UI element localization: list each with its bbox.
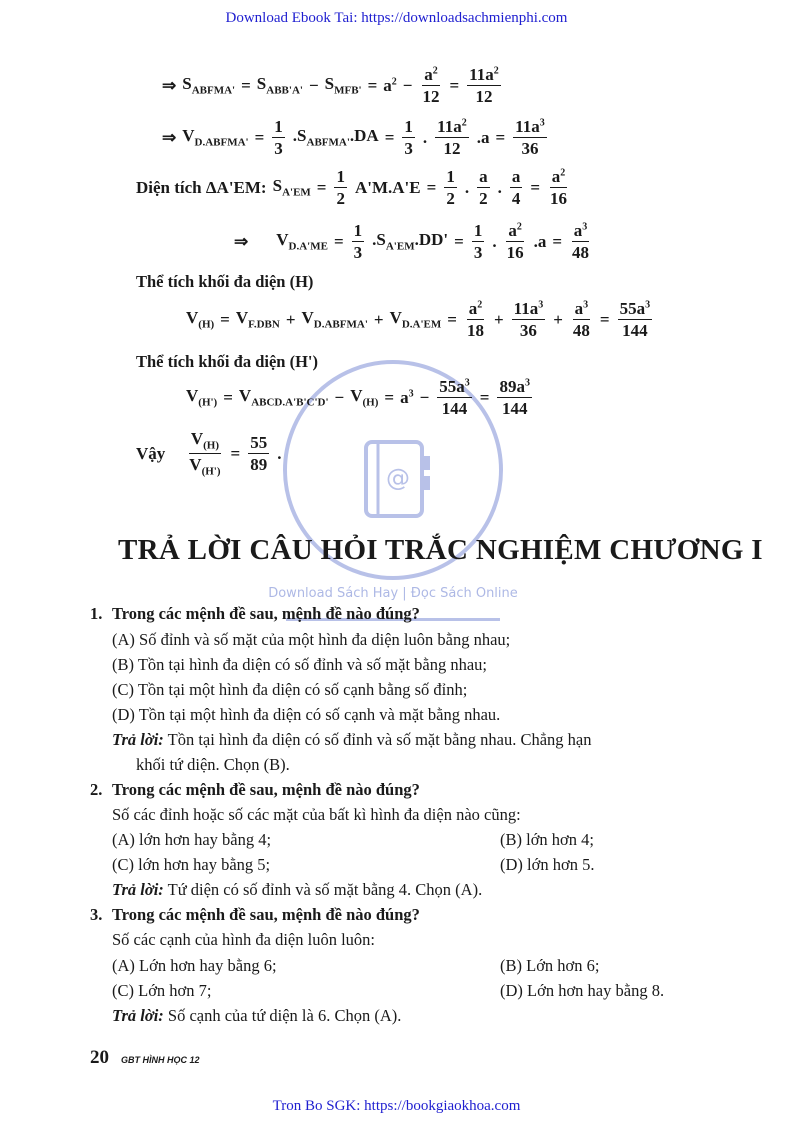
formula-area-aem: Diện tích ΔA'EM: $S_{A'EM}$ = $\frac{1}{2}$ A'M.A'E = $\frac{1}{2}$ . $\frac{a}{2}$ . $\frac{a}{4}$ = $\frac{a^2}{16}$ [136,167,567,208]
question-3-answer: Trả lời: Số cạnh của tứ diện là 6. Chọn (A). [112,1006,402,1025]
question-3-option-a: (A) Lớn hơn hay bằng 6; [112,956,277,975]
header-download-link[interactable]: Download Ebook Tai: https://downloadsachmienphi.com [225,10,568,26]
question-1-option-b: (B) Tồn tại hình đa diện có số đỉnh và số mặt bằng nhau; [112,655,488,674]
question-3-stem: Số các cạnh của hình đa diện luôn luôn: [112,930,376,949]
page-footer [90,1047,200,1069]
heading-volume-h-prime: Thể tích khối đa diện (H') [136,352,318,371]
question-2-stem: Số các đỉnh hoặc số các mặt của bất kì hình đa diện nào cũng: [112,805,521,824]
page-number: 20 [90,1047,109,1068]
question-3: 3. Trong các mệnh đề sau, mệnh đề nào đúng? [90,905,420,924]
formula-volume-ame: ⇒ $V_{D.A'ME}$ = $\frac{1}{3}$ $.S_{A'EM}.DD'$ = $\frac{1}{3}$ . $\frac{a^2}{16}$ .a = $\frac{a^3}{48}$ [234,221,589,262]
section-title: TRẢ LỜI CÂU HỎI TRẮC NGHIỆM CHƯƠNG I [118,534,763,566]
question-3-option-c: (C) Lớn hơn 7; [112,981,212,1000]
question-1-answer: Trả lời: Tồn tại hình đa diện có số đỉnh và số mặt bằng nhau. Chẳng hạn [112,730,592,749]
question-1-option-d: (D) Tồn tại một hình đa diện có số cạnh và mặt bằng nhau. [112,705,501,724]
question-1: 1. Trong các mệnh đề sau, mệnh đề nào đúng? [90,604,420,623]
question-1-option-c: (C) Tồn tại một hình đa diện có số cạnh bằng số đỉnh; [112,680,468,699]
question-2: 2. Trong các mệnh đề sau, mệnh đề nào đúng? [90,780,420,799]
footer-textbook-link[interactable]: Tron Bo SGK: https://bookgiaokhoa.com [272,1098,521,1114]
formula-volume-abfma: ⇒ $V_{D.ABFMA'}$ = $\frac{1}{3}$ $.S_{ABFMA'}.DA$ = $\frac{1}{3}$ . $\frac{11a^2}{12}$ .a = $\frac{11a^3}{36}$ [162,117,545,158]
formula-ratio: Vậy $\frac{V_{(H)}}{V_{(H')}}$ = $\frac{55}{89}$ . [136,429,282,478]
watermark-caption: Download Sách Hay | Đọc Sách Online [268,586,518,601]
question-3-option-d: (D) Lớn hơn hay bằng 8. [500,981,665,1000]
question-3-option-b: (B) Lớn hơn 6; [500,956,600,975]
heading-volume-h: Thể tích khối đa diện (H) [136,272,314,291]
question-2-option-c: (C) lớn hơn hay bằng 5; [112,855,271,874]
question-2-option-a: (A) lớn hơn hay bằng 4; [112,830,272,849]
question-1-answer-cont: khối tứ diện. Chọn (B). [136,755,290,774]
formula-area-abfma: ⇒ $S_{ABFMA'}$ = $S_{ABB'A'}$ − $S_{MFB'}$ = $a^2$ − $\frac{a^2}{12}$ = $\frac{11a^2}{12}$ [162,65,499,106]
question-1-option-a: (A) Số đỉnh và số mặt của một hình đa diện luôn bằng nhau; [112,630,511,649]
question-2-option-d: (D) lớn hơn 5. [500,855,595,874]
formula-volume-h-prime: $V_{(H')}$ = $V_{ABCD.A'B'C'D'}$ − $V_{(H)}$ = $a^3$ − $\frac{55a^3}{144}$ = $\frac{89a^3}{144}$ [186,377,530,418]
question-2-option-b: (B) lớn hơn 4; [500,830,594,849]
book-title: GBT HÌNH HỌC 12 [121,1055,200,1065]
question-2-answer: Trả lời: Tứ diện có số đỉnh và số mặt bằng 4. Chọn (A). [112,880,483,899]
svg-text:@: @ [386,464,410,492]
formula-volume-h: $V_{(H)}$ = $V_{F.DBN}$ + $V_{D.ABFMA'}$ + $V_{D.A'EM}$ = $\frac{a^2}{18}$ + $\frac{11a^3}{36}$ + $\frac{a^3}{48}$ = $\frac{55a^3}{144}$ [186,299,651,340]
